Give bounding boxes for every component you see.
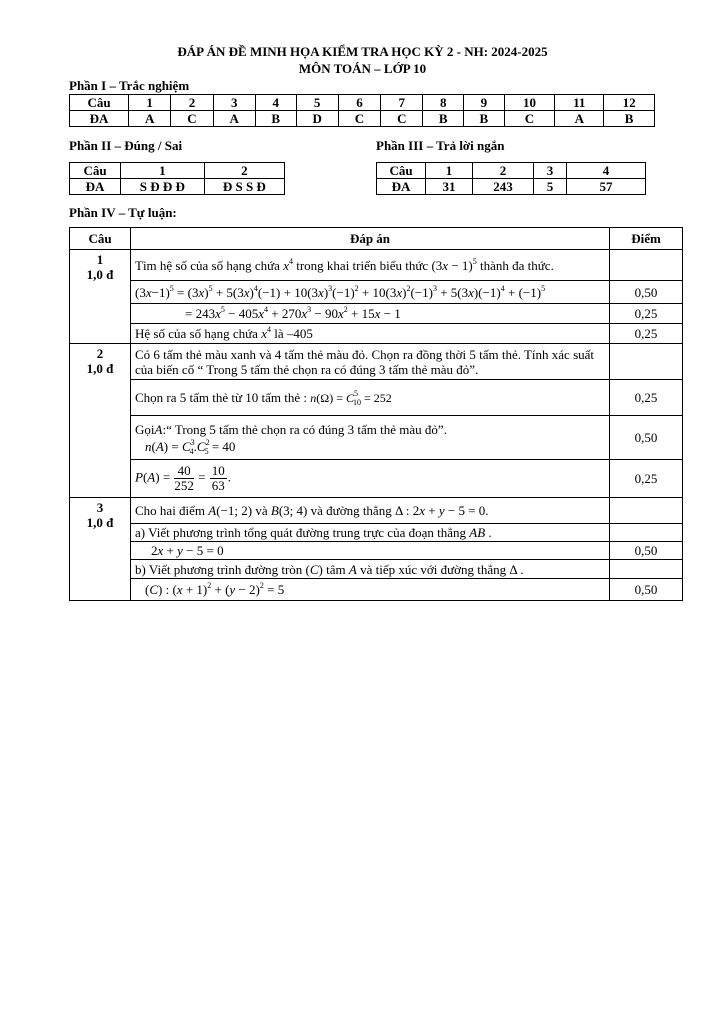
q1-prompt-c: thành đa thức. [480,257,554,273]
part3-answer-row [377,179,646,195]
q3-a-answer: 2x + y − 5 = 0 [131,542,610,560]
part1-a: D [296,111,338,127]
q1-score-1: 0,50 [610,281,683,304]
col-header-cau: Câu [70,228,131,250]
q3-b-answer: (C) : $(x + 1)^2 + (y - 2)^2 = 5$ [131,579,610,601]
q2-score-2: 0,50 [610,416,683,460]
q1-coef-value: –405 [286,326,313,341]
q3-b-answer-row [70,579,683,601]
part4-heading: Phần IV – Tự luận: [69,205,177,220]
q1-label [70,250,131,344]
part1-table [69,94,655,127]
q2-prompt: Có 6 tấm thẻ màu xanh và 4 tấm thẻ màu đỏ. Chọn ra đồng thời 5 tấm thẻ. Tính xác suất của biến cố “ Trong 5 tấm thẻ chọn ra có đúng 3 tấm thẻ màu đỏ”. [131,344,610,380]
q1-expansion: $(3x-1)^5 = (3x)^5 + 5(3x)^4(-1) + 10(3x)^3(-1)^2 + 10(3x)^2(-1)^3 + 5(3x)(-1)^4 + (-1)^5$ [131,281,610,304]
part1-q: 6 [338,95,380,111]
q1-prompt-b: trong khai triển biểu thức [296,257,429,273]
q2-step1-text: Chọn ra 5 tấm thẻ từ 10 tấm thẻ : [135,389,308,405]
part2-a-label: ĐA [70,179,121,195]
part3-heading: Phần III – Trả lời ngắn [376,138,505,153]
q3-a-text: a) Viết phương trình tổng quát đường trung trực của đoạn thẳng [135,525,466,540]
part1-q: 7 [381,95,423,111]
part2-question-row [70,163,285,179]
part1-q: 1 [129,95,171,111]
part4-table [69,227,683,601]
q2-step2: GọiA:“ Trong 5 tấm thẻ chọn ra có đúng 3 tấm thẻ màu đỏ”. $n(A) = C^3_4.C^2_5 = 40$ [131,416,610,460]
q3-a-answer-row [70,542,683,560]
q1-coef-b: là [274,326,284,341]
part3-q: 3 [533,163,566,179]
col-header-diem: Điểm [610,228,683,250]
q3-prompt-a: Cho hai điểm [135,503,206,518]
part1-answer-row [70,111,655,127]
q1-expansion-row [70,281,683,304]
q3-b-text-a: b) Viết phương trình đường tròn [135,561,303,577]
q1-score-2: 0,25 [610,304,683,324]
q3-a-row [70,524,683,542]
part1-a: C [338,111,380,127]
part1-q: 9 [464,95,505,111]
document-title: ĐÁP ÁN ĐỀ MINH HỌA KIỂM TRA HỌC KỲ 2 - NH: 2024-2025 [177,44,548,59]
part3-q: 1 [426,163,473,179]
q2-step2-a: Gọi [135,421,155,437]
part2-q: 1 [121,163,205,179]
q1-row [70,250,683,281]
part1-a: A [213,111,255,127]
part1-q-label: Câu [70,95,129,111]
q3-prompt: Cho hai điểm A(−1; 2) và B(3; 4) và đường thẳng Δ : 2x + y − 5 = 0. [131,498,610,524]
q2-step2-row [70,416,683,460]
part3-a: 31 [426,179,473,195]
part4-header-row [70,228,683,250]
q1-prompt: Tìm hệ số của số hạng chứa $x^4$ trong khai triển biểu thức $(3x - 1)^5$ thành đa thức. [131,250,610,281]
q3-score-2: 0,50 [610,579,683,601]
q1-score-3: 0,25 [610,324,683,344]
q2-score-3: 0,25 [610,460,683,498]
q2-points: 1,0 đ [86,361,114,376]
q2-step1-row [70,380,683,416]
part3-a-label: ĐA [377,179,426,195]
part2-heading: Phần II – Đúng / Sai [69,138,183,153]
part3-table [376,162,646,195]
part3-a: 57 [567,179,646,195]
part2-answer-row [70,179,285,195]
part2-a: S Đ Đ Đ [121,179,205,195]
q2-step3: P(A) = $\frac{40}{252}$ = $\frac{10}{63}$ . [131,460,610,498]
q3-row [70,498,683,524]
q2-number: 2 [96,346,104,361]
q1-number: 1 [96,252,104,267]
q1-prompt-a: Tìm hệ số của số hạng chứa [135,257,280,273]
q3-b-row [70,560,683,579]
part1-a: B [255,111,296,127]
part1-a: A [555,111,604,127]
q3-prompt-c: và đường thẳng [310,503,392,518]
part2-q-label: Câu [70,163,121,179]
part1-q: 4 [255,95,296,111]
part2-q: 2 [204,163,284,179]
part1-a: C [504,111,555,127]
q2-score-1: 0,25 [610,380,683,416]
q3-b-text-b: tâm [326,561,346,577]
q1-coef-row [70,324,683,344]
document-subtitle: MÔN TOÁN – LỚP 10 [298,61,427,76]
part1-a: C [171,111,213,127]
q3-score-1: 0,50 [610,542,683,560]
q2-row [70,344,683,380]
q3-b: b) Viết phương trình đường tròn (C) tâm A và tiếp xúc với đường thẳng Δ . [131,560,610,579]
q1-result-row [70,304,683,324]
q3-b-text-c: và tiếp xúc với đường thẳng [360,561,507,577]
part3-a: 5 [533,179,566,195]
q1-points: 1,0 đ [86,267,114,282]
part2-a: Đ S S Đ [204,179,284,195]
part1-a: B [423,111,464,127]
col-header-dap-an: Đáp án [131,228,610,250]
part1-q: 11 [555,95,604,111]
q3-a: a) Viết phương trình tổng quát đường trung trực của đoạn thẳng AB . [131,524,610,542]
part1-a-label: ĐA [70,111,129,127]
part1-q: 2 [171,95,213,111]
part1-q: 5 [296,95,338,111]
part1-q: 12 [604,95,655,111]
part1-a: A [129,111,171,127]
q2-step1: Chọn ra 5 tấm thẻ từ 10 tấm thẻ : $n(\Omega) = C^5_{10} = 252$ [131,380,610,416]
q3-prompt-b: và [255,503,268,518]
part1-question-row [70,95,655,111]
part1-a: B [464,111,505,127]
part3-a: 243 [473,179,534,195]
part1-q: 8 [423,95,464,111]
q3-number: 3 [96,500,104,515]
q3-points: 1,0 đ [86,515,114,530]
part1-a: B [604,111,655,127]
q1-result: = $243x^5 - 405x^4 + 270x^3 - 90x^2 + 15x - 1$ [131,304,610,324]
part3-q: 4 [567,163,646,179]
part1-q: 3 [213,95,255,111]
q2-step2-b: :“ Trong 5 tấm thẻ chọn ra có đúng 3 tấm thẻ màu đỏ”. [162,421,447,437]
q2-label [70,344,131,498]
part3-q: 2 [473,163,534,179]
q2-step3-row [70,460,683,498]
q1-coefficient: Hệ số của số hạng chứa $x^4$ là –405 [131,324,610,344]
part3-q-label: Câu [377,163,426,179]
q3-label [70,498,131,601]
part1-q: 10 [504,95,555,111]
part1-heading: Phần I – Trắc nghiệm [69,78,190,93]
part3-question-row [377,163,646,179]
part2-table [69,162,285,195]
q1-coef-a: Hệ số của số hạng chứa [135,326,258,341]
part1-a: C [381,111,423,127]
